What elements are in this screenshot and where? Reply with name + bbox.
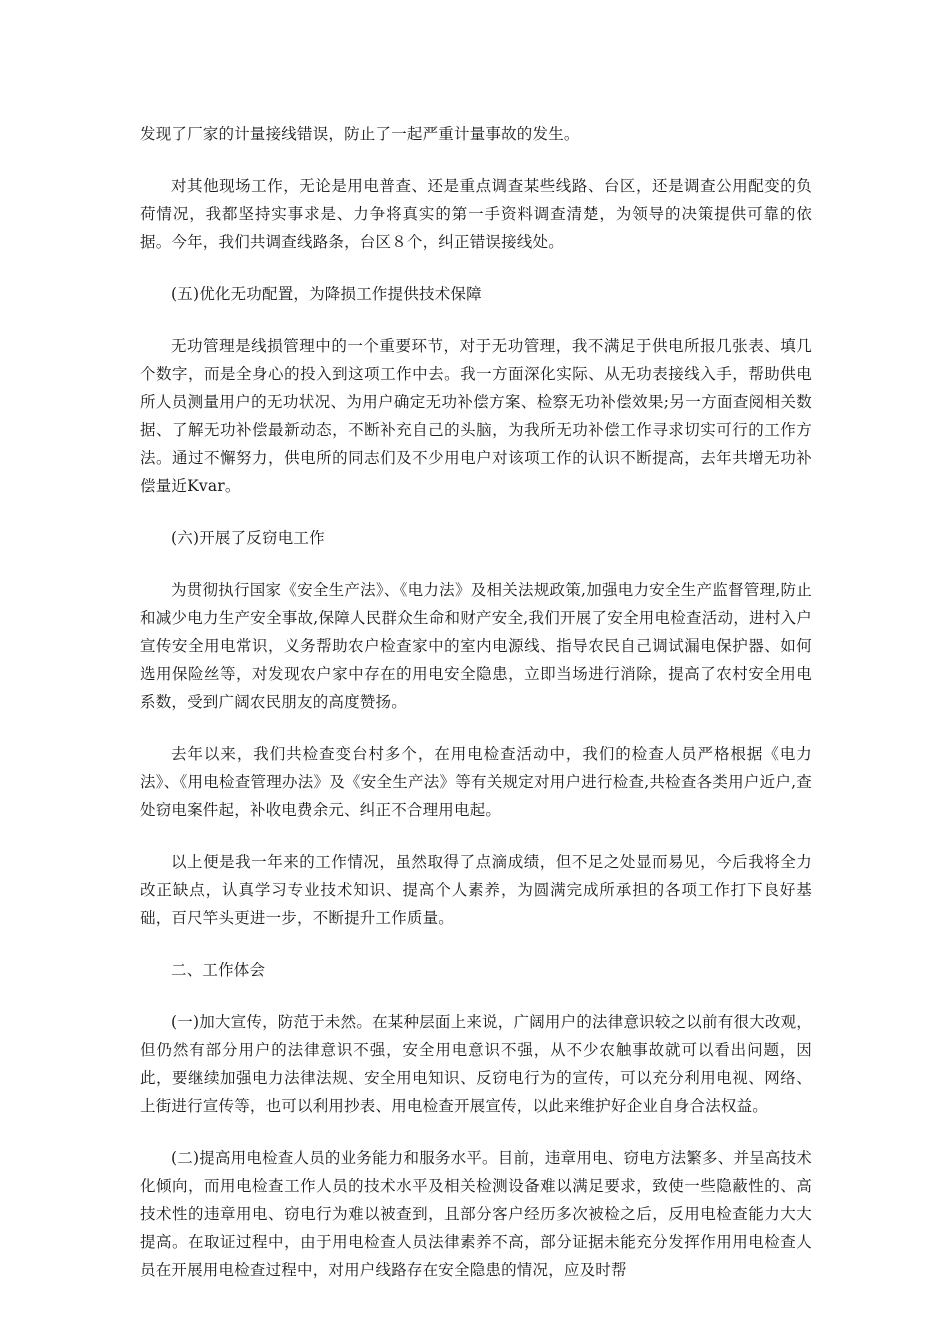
section-heading-5: (五)优化无功配置，为降损工作提供技术保障 xyxy=(171,285,482,303)
paragraph-5: 去年以来，我们共检查变台村多个，在用电检查活动中，我们的检查人员严格根据《电力法》、《用电检查管理办法》及《安全生产法》等有关规定对用户进行检查,共检查各类用户近户,查处窃电案件起，补收电费余元、纠正不合理用电起。 xyxy=(140,745,812,819)
paragraph-8: (二)提高用电检查人员的业务能力和服务水平。目前，违章用电、窃电方法繁多、并呈高技术化倾向，而用电检查工作人员的技术水平及相关检测设备难以满足要求，致使一些隐蔽性的、高技术性的违章用电、窃电行为难以被查到，且部分客户经历多次被检之后，反用电检查能力大大提高。在取证过程中，由于用电检查人员法律素养不高，部分证据未能充分发挥作用用电检查人员在开展用电检查过程中，对用户线路存在安全隐患的情况，应及时帮 xyxy=(140,1149,812,1279)
document-page xyxy=(140,120,812,1308)
section-heading-work-experience: 二、工作体会 xyxy=(171,961,266,979)
paragraph-3: 无功管理是线损管理中的一个重要环节，对于无功管理，我不满足于供电所报几张表、填几个数字，而是全身心的投入到这项工作中去。我一方面深化实际、从无功表接线入手，帮助供电所人员测量用户的无功状况、为用户确定无功补偿方案、检察无功补偿效果;另一方面查阅相关数据、了解无功补偿最新动态，不断补充自己的头脑，为我所无功补偿工作寻求切实可行的工作方法。通过不懈努力，供电所的同志们及不少用电户对该项工作的认识不断提高，去年共增无功补偿量近Kvar。 xyxy=(140,337,812,495)
paragraph-6: 以上便是我一年来的工作情况，虽然取得了点滴成绩，但不足之处显而易见，今后我将全力改正缺点，认真学习专业技术知识、提高个人素养，为圆满完成所承担的各项工作打下良好基础，百尺竿头更进一步，不断提升工作质量。 xyxy=(140,853,812,927)
paragraph-1: 发现了厂家的计量接线错误，防止了一起严重计量事故的发生。 xyxy=(140,125,580,143)
paragraph-4: 为贯彻执行国家《安全生产法》、《电力法》及相关法规政策,加强电力安全生产监督管理,防止和减少电力生产安全事故,保障人民群众生命和财产安全,我们开展了安全用电检查活动，进村入户宣传安全用电常识，义务帮助农户检查家中的室内电源线、指导农民自己调试漏电保护器、如何选用保险丝等，对发现农户家中存在的用电安全隐患，立即当场进行消除，提高了农村安全用电系数，受到广阔农民朋友的高度赞扬。 xyxy=(140,581,812,711)
section-heading-6: (六)开展了反窃电工作 xyxy=(171,529,325,547)
paragraph-2: 对其他现场工作，无论是用电普查、还是重点调查某些线路、台区，还是调查公用配变的负荷情况，我都坚持实事求是、力争将真实的第一手资料调查清楚，为领导的决策提供可靠的依据。今年，我们共调查线路条，台区８个，纠正错误接线处。 xyxy=(140,177,812,251)
paragraph-7: (一)加大宣传，防范于未然。在某种层面上来说，广阔用户的法律意识较之以前有很大改观，但仍然有部分用户的法律意识不强，安全用电意识不强，从不少农触事故就可以看出问题，因此，要继续加强电力法律法规、安全用电知识、反窃电行为的宣传，可以充分利用电视、网络、上街进行宣传等，也可以利用抄表、用电检查开展宣传，以此来维护好企业自身合法权益。 xyxy=(140,1013,812,1115)
